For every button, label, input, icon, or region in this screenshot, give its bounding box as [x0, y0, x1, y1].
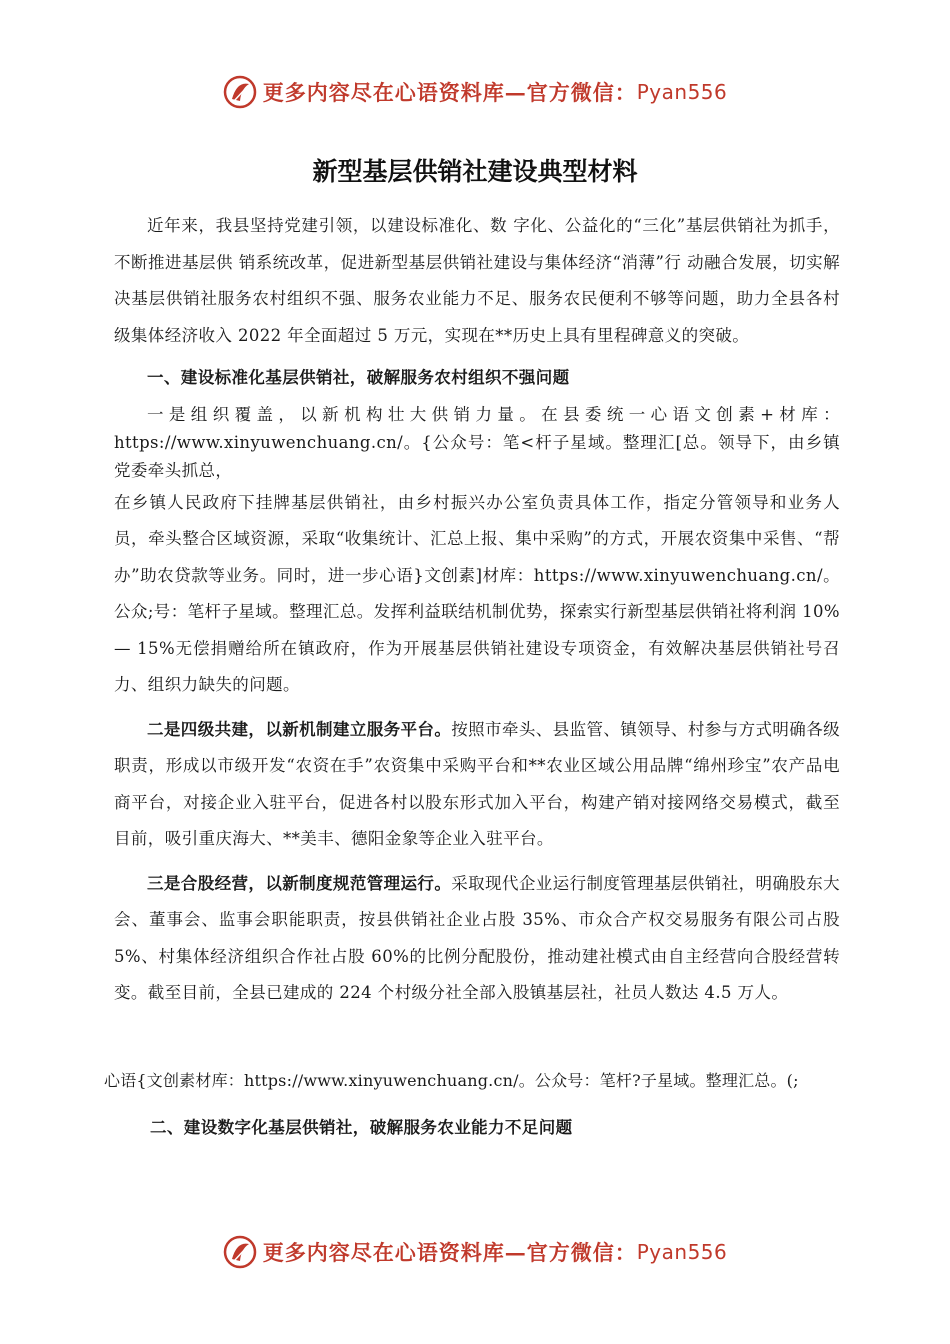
paragraph-four-level [114, 712, 840, 858]
banner-wechat-id: Pyan556 [636, 80, 728, 104]
paragraph-text: 采取现代企业运行制度管理基层供销社，明确股东大会、董事会、监事会职能职责，按县供销社企业占股 35%、市众合产权交易服务有限公司占股 5%、村集体经济组织合作社占股 60%的比例分配股份，推动建社模式由自主经营向合股经营转变。截至目前，全县已建成的 224 个村级分社全部入股镇基层社，社员人数达 4.5 万人。 [114, 873, 841, 1002]
banner-text: 更多内容尽在心语资料库—官方微信： [262, 1240, 637, 1265]
page-title: 新型基层供销社建设典型材料 [312, 157, 638, 186]
intro-paragraph: 近年来，我县坚持党建引领，以建设标准化、数 字化、公益化的“三化”基层供销社为抓手，不断推进基层供 销系统改革，促进新型基层供销社建设与集体经济“消薄”行 动融合发展，切实解决基层供销社服务农村组织不强、服务农业能力不足、服务农民便利不够等问题，助力全县各村级集体经济收入 2022 年全面超过 5 万元，实现在**历史上具有里程碑意义的突破。 [114, 216, 840, 345]
section-heading-1: 一、建设标准化基层供销社，破解服务农村组织不强问题 [147, 368, 570, 387]
brand-logo-icon [223, 75, 257, 109]
banner-wechat-id: Pyan556 [636, 1240, 728, 1264]
paragraph-organization-dense: 一是组织覆盖，以新机构壮大供销力量。在县委统一心语文创素+材库：https://www.xinyuwenchuang.cn/。{公众号：笔<杆子星域。整理汇[总。领导下，由乡镇党委牵头抓总， [114, 404, 840, 480]
brand-logo-icon [223, 1235, 257, 1269]
paragraph-organization: 在乡镇人民政府下挂牌基层供销社，由乡村振兴办公室负责具体工作，指定分管领导和业务人员，牵头整合区域资源，采取“收集统计、汇总上报、集中采购”的方式，开展农资集中采售、“帮办”助农贷款等业务。同时，进一步心语}文创素]材库：https://www.xinyuwenchuang.cn/。公众;号：笔杆子星域。整理汇总。发挥利益联结机制优势，探索实行新型基层供销社将利润 10%— 15%无偿捐赠给所在镇政府，作为开展基层供销社建设专项资金，有效解决基层供销社号召力、组织力缺失的问题。 [114, 492, 840, 694]
paragraph-text: 按照市牵头、县监管、镇领导、村参与方式明确各级职责，形成以市级开发“农资在手”农资集中采购平台和**农业区域公用品牌“绵州珍宝”农产品电商平台，对接企业入驻平台，促进各村以股东形式加入平台，构建产销对接网络交易模式，截至目前，吸引重庆海大、**美丰、德阳金象等企业入驻平台。 [114, 719, 841, 848]
watermark-note: 心语{文创素材库：https://www.xinyuwenchuang.cn/。公众号：笔杆?子星域。整理汇总。(; [104, 1071, 799, 1090]
footer-banner [0, 1232, 950, 1272]
paragraph-lead: 三是合股经营，以新制度规范管理运行。 [147, 873, 452, 893]
document-body [114, 208, 840, 1012]
paragraph-joint-stock [114, 866, 840, 1012]
section-heading-2: 二、建设数字化基层供销社，破解服务农业能力不足问题 [150, 1118, 573, 1137]
banner-text: 更多内容尽在心语资料库—官方微信： [262, 80, 637, 105]
header-banner [0, 72, 950, 112]
paragraph-lead: 二是四级共建，以新机制建立服务平台。 [147, 719, 452, 739]
